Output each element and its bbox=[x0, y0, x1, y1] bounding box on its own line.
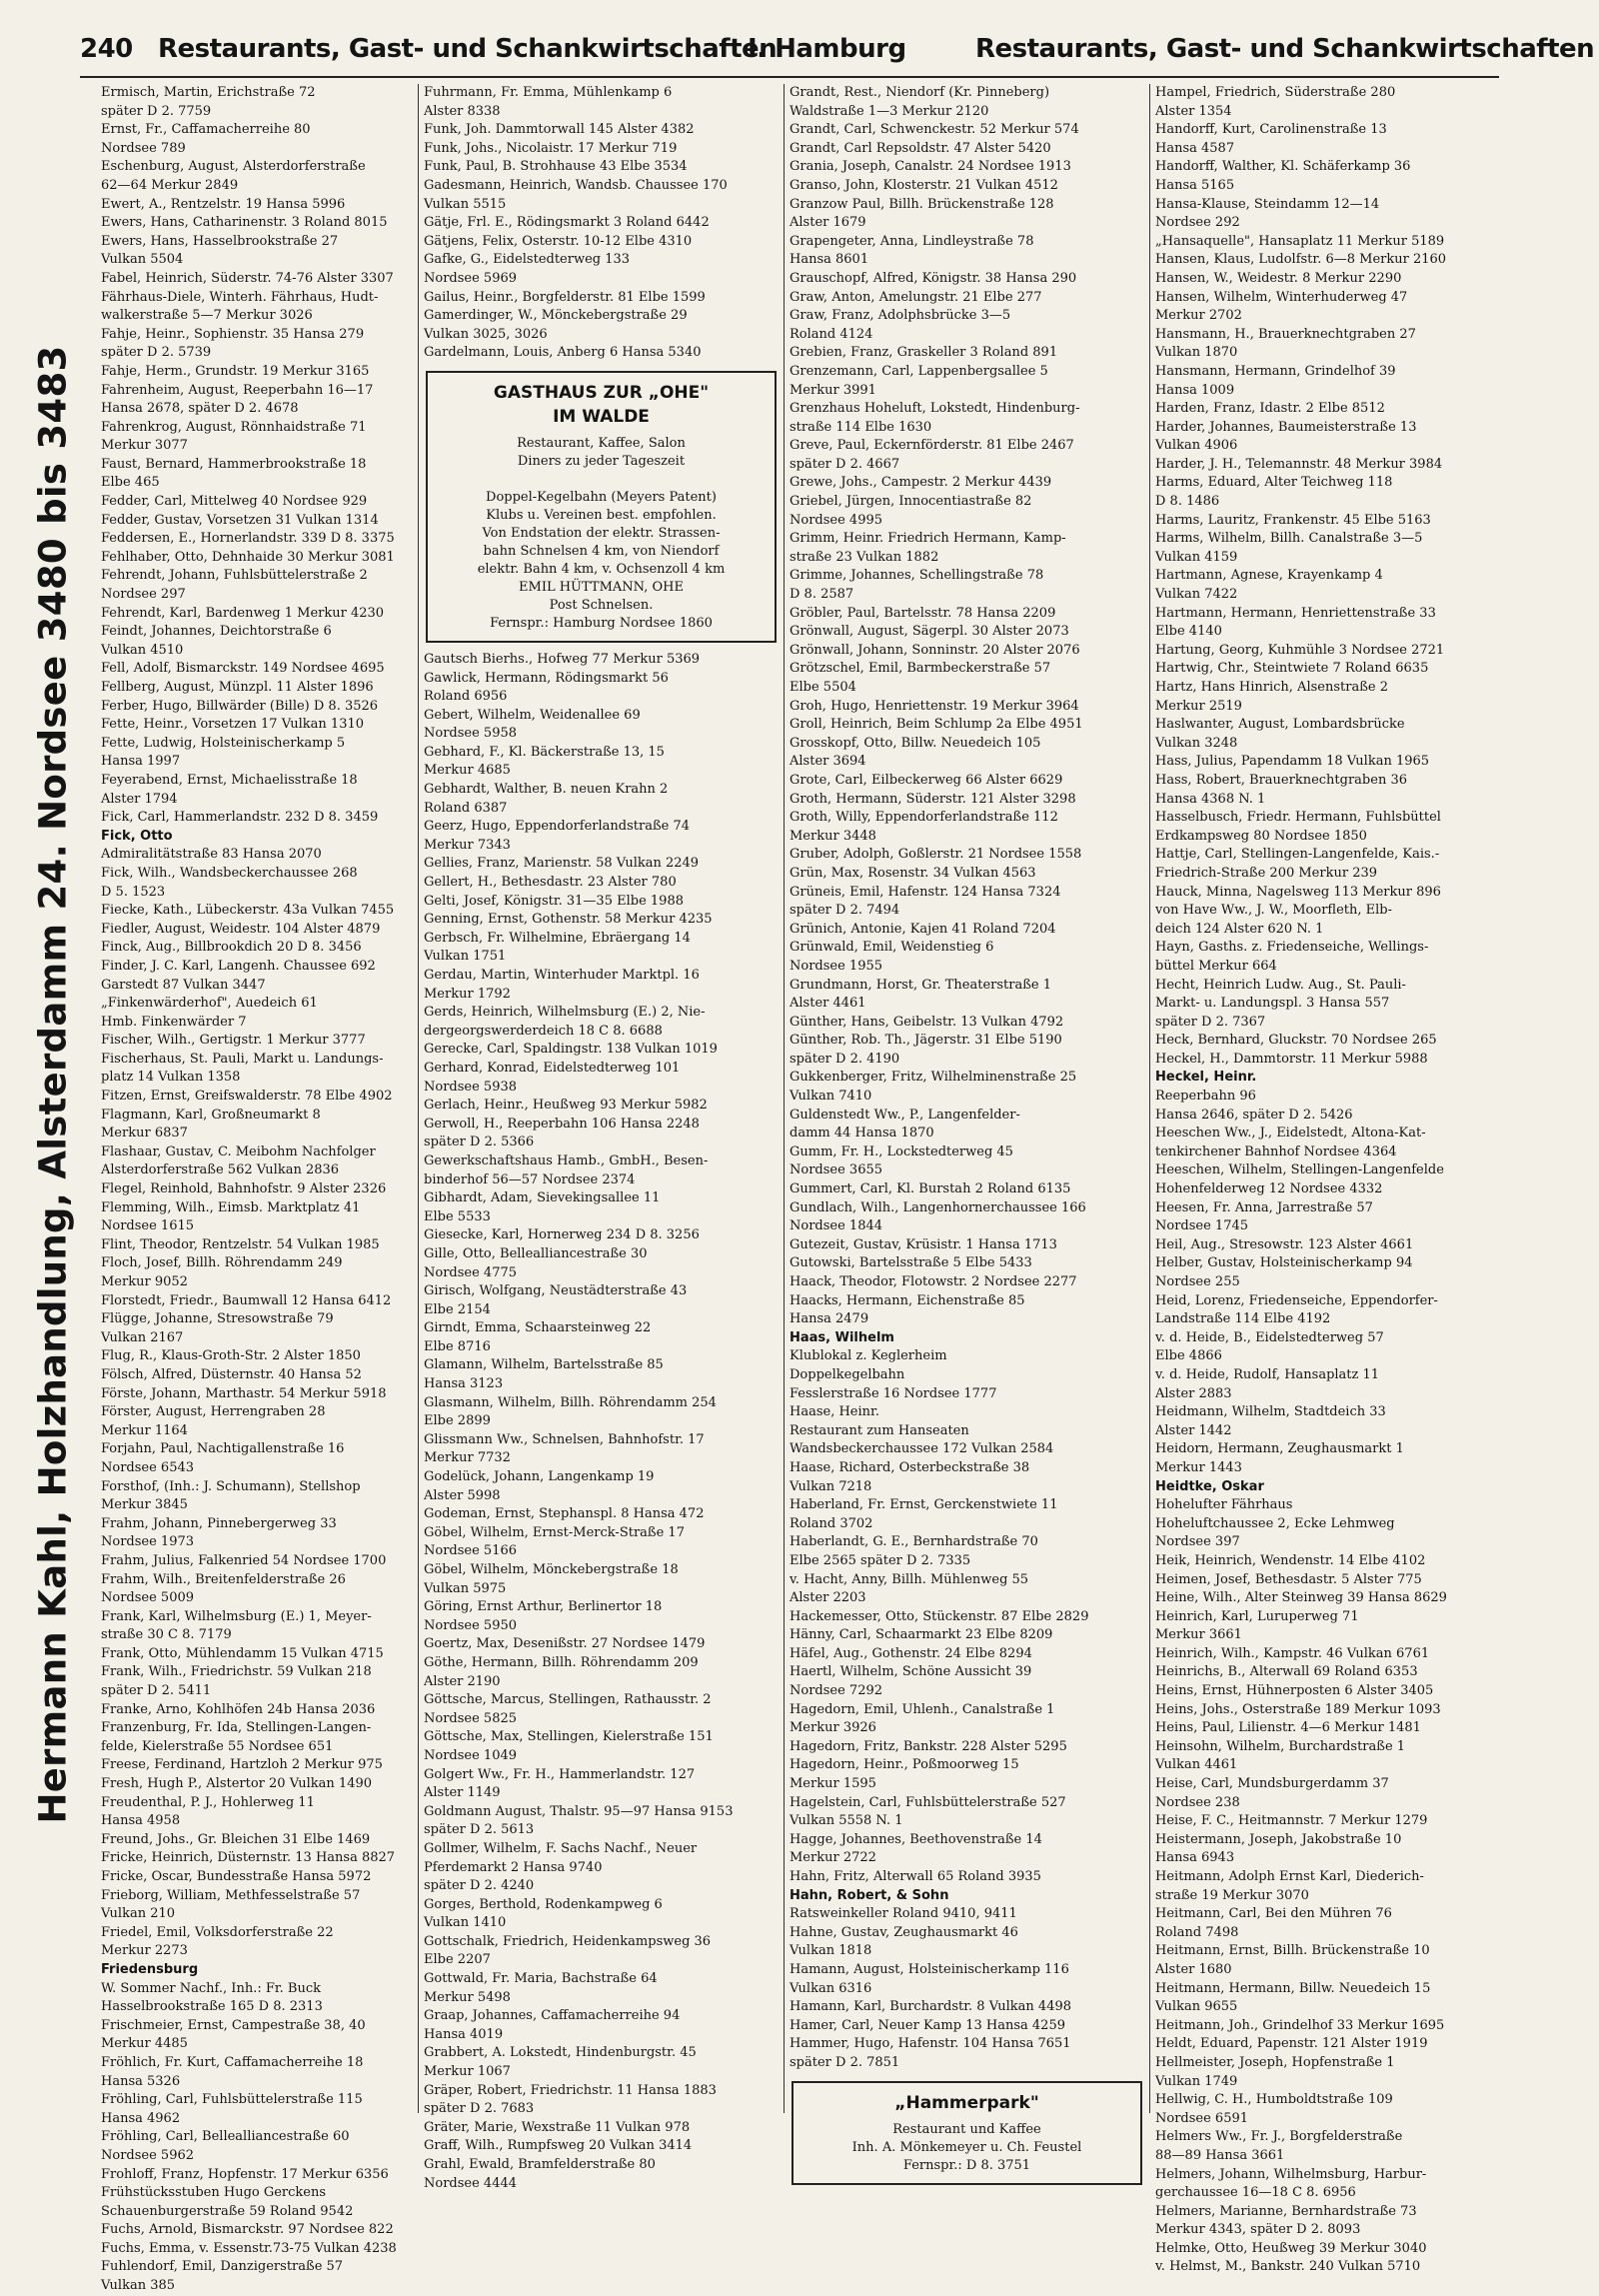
directory-entry: Gottschalk, Friedrich, Heidenkampsweg 36 Elbe 2207 bbox=[424, 1933, 712, 1968]
directory-entry: Haase, Richard, Osterbeckstraße 38 Vulkan 7218 bbox=[790, 1459, 1030, 1494]
directory-entry: Gellies, Franz, Marienstr. 58 Vulkan 2249 bbox=[424, 856, 700, 872]
directory-entry: Gruber, Adolph, Goßlerstr. 21 Nordsee 1558 bbox=[790, 847, 1082, 863]
directory-entry: Hampel, Friedrich, Süderstraße 280 Alster 1354 bbox=[1155, 85, 1396, 119]
directory-entry: Ewert, A., Rentzelstr. 19 Hansa 5996 bbox=[101, 196, 346, 212]
header-center-title: I. Hamburg bbox=[748, 34, 906, 64]
directory-entry: v. Helmst, M., Bankstr. 240 Vulkan 5710 bbox=[1155, 2259, 1421, 2275]
directory-entry: Gebert, Wilhelm, Weidenallee 69 Nordsee 5958 bbox=[424, 707, 641, 742]
directory-entry: Gebhardt, Walther, B. neuen Krahn 2 Roland 6387 bbox=[424, 782, 669, 816]
directory-entry: Frank, Otto, Mühlendamm 15 Vulkan 4715 bbox=[101, 1645, 384, 1661]
directory-entry: Hasselbusch, Friedr. Hermann, Fuhlsbüttel Erdkampsweg 80 Nordsee 1850 bbox=[1155, 810, 1441, 844]
directory-entry: Ewers, Hans, Catharinenstr. 3 Roland 8015 bbox=[101, 215, 388, 231]
directory-entry: Harden, Franz, Idastr. 2 Elbe 8512 bbox=[1155, 401, 1385, 417]
directory-entry: v. d. Heide, Rudolf, Hansaplatz 11 Alster 2883 bbox=[1155, 1366, 1380, 1401]
directory-entry: Gummert, Carl, Kl. Burstah 2 Roland 6135 bbox=[790, 1181, 1071, 1197]
directory-entry: Heitmann, Carl, Bei den Mühren 76 Roland 7498 bbox=[1155, 1906, 1392, 1940]
directory-entry: Gundlach, Wilh., Langenhornerchaussee 166 Nordsee 1844 bbox=[790, 1199, 1086, 1234]
directory-entry: Gerdau, Martin, Winterhuder Marktpl. 16 Merkur 1792 bbox=[424, 968, 700, 1002]
directory-entry: Grandt, Carl, Schwenckestr. 52 Merkur 574 bbox=[790, 122, 1079, 138]
directory-entry: Hamann, Karl, Burchardstr. 8 Vulkan 4498 bbox=[790, 1999, 1072, 2015]
directory-entry: Fick, Carl, Hammerlandstr. 232 D 8. 3459 bbox=[101, 810, 379, 826]
directory-entry: Göttsche, Max, Stellingen, Kielerstraße 151 Nordsee 1049 bbox=[424, 1729, 714, 1763]
directory-entry: Hamer, Carl, Neuer Kamp 13 Hansa 4259 bbox=[790, 2017, 1065, 2033]
advertisement-ohe bbox=[426, 371, 777, 643]
directory-entry: Haas, Wilhelm bbox=[790, 1329, 894, 1345]
directory-entry: Hansmann, H., Brauerknechtgraben 27 Vulkan 1870 bbox=[1155, 326, 1416, 361]
directory-entry: Fabel, Heinrich, Süderstr. 74-76 Alster 3307 bbox=[101, 270, 394, 286]
directory-entry: v. d. Heide, B., Eidelstedterweg 57 Elbe 4866 bbox=[1155, 1329, 1384, 1364]
directory-entry: Hansen, Wilhelm, Winterhuderweg 47 Merkur 2702 bbox=[1155, 289, 1408, 324]
directory-entry: Hellmeister, Joseph, Hopfenstraße 1 Vulkan 1749 bbox=[1155, 2054, 1395, 2089]
directory-entry: Hartz, Hans Hinrich, Alsenstraße 2 Merkur 2519 bbox=[1155, 680, 1388, 714]
directory-entry: Harms, Lauritz, Frankenstr. 45 Elbe 5163 bbox=[1155, 512, 1431, 528]
directory-entry: Fell, Adolf, Bismarckstr. 149 Nordsee 4695 bbox=[101, 661, 385, 677]
directory-entry: von Have Ww., J. W., Moorfleth, Elb- deich 124 Alster 620 N. 1 bbox=[1155, 903, 1392, 937]
directory-entry: Fährhaus-Diele, Winterh. Fährhaus, Hudt- walkerstraße 5—7 Merkur 3026 bbox=[101, 289, 379, 324]
directory-entry: Göthe, Hermann, Billh. Röhrendamm 209 Alster 2190 bbox=[424, 1654, 699, 1689]
directory-entry: Grania, Joseph, Canalstr. 24 Nordsee 1913 bbox=[790, 159, 1071, 175]
directory-entry: Hagge, Johannes, Beethovenstraße 14 Merkur 2722 bbox=[790, 1831, 1042, 1866]
ad-title: GASTHAUS ZUR „OHE" IM WALDE bbox=[493, 382, 710, 427]
directory-entry: Heinrich, Karl, Luruperweg 71 Merkur 3661 bbox=[1155, 1608, 1359, 1643]
directory-entry: Grundmann, Horst, Gr. Theaterstraße 1 Alster 4461 bbox=[790, 977, 1051, 1012]
directory-entry: Heinsohn, Wilhelm, Burchardstraße 1 Vulkan 4461 bbox=[1155, 1738, 1406, 1773]
directory-entry: Haertl, Wilhelm, Schöne Aussicht 39 Nordsee 7292 bbox=[790, 1664, 1032, 1699]
directory-entry: Grabbert, A. Lokstedt, Hindenburgstr. 45 Merkur 1067 bbox=[424, 2045, 697, 2080]
directory-entry: Göring, Ernst Arthur, Berlinertor 18 Nordsee 5950 bbox=[424, 1599, 663, 1633]
directory-entry: Hohelufter Fährhaus Hoheluftchaussee 2, Ecke Lehmweg Nordsee 397 bbox=[1155, 1497, 1395, 1550]
directory-entry: Heitmann, Ernst, Billh. Brückenstraße 10 Alster 1680 bbox=[1155, 1943, 1430, 1977]
directory-entry: Fuhrmann, Fr. Emma, Mühlenkamp 6 Alster 8338 bbox=[424, 85, 673, 119]
directory-entry: Groth, Willy, Eppendorferlandstraße 112 Merkur 3448 bbox=[790, 810, 1058, 844]
directory-entry: Hass, Julius, Papendamm 18 Vulkan 1965 bbox=[1155, 754, 1430, 770]
directory-entry: Göbel, Wilhelm, Ernst-Merck-Straße 17 Nordsee 5166 bbox=[424, 1524, 685, 1559]
directory-entry: Groh, Hugo, Henriettenstr. 19 Merkur 3964 bbox=[790, 698, 1079, 714]
directory-entry: Griebel, Jürgen, Innocentiastraße 82 Nordsee 4995 bbox=[790, 494, 1032, 528]
directory-entry: Gukkenberger, Fritz, Wilhelminenstraße 25 Vulkan 7410 bbox=[790, 1070, 1077, 1105]
directory-entry: „Finkenwärderhof", Auedeich 61 Hmb. Finkenwärder 7 bbox=[101, 996, 318, 1030]
directory-entry: Handorff, Kurt, Carolinenstraße 13 Hansa 4587 bbox=[1155, 122, 1387, 156]
directory-entry: Hahn, Robert, & Sohn bbox=[790, 1887, 949, 1903]
directory-entry: Groth, Hermann, Süderstr. 121 Alster 3298 bbox=[790, 791, 1076, 807]
directory-entry: Flegel, Reinhold, Bahnhofstr. 9 Alster 2326 bbox=[101, 1181, 387, 1197]
directory-entry: Fehrendt, Karl, Bardenweg 1 Merkur 4230 bbox=[101, 605, 385, 621]
directory-entry: Heeschen, Wilhelm, Stellingen-Langenfelde Hohenfelderweg 12 Nordsee 4332 bbox=[1155, 1162, 1444, 1197]
directory-entry: Heinrich, Wilh., Kampstr. 46 Vulkan 6761 bbox=[1155, 1645, 1430, 1661]
directory-entry: Fick, Otto bbox=[101, 828, 173, 844]
directory-entry: Hansen, W., Weidestr. 8 Merkur 2290 bbox=[1155, 270, 1402, 286]
page-number: 240 bbox=[80, 34, 133, 64]
directory-entry: Hartmann, Agnese, Krayenkamp 4 Vulkan 7422 bbox=[1155, 568, 1383, 603]
directory-entry: Gätje, Frl. E., Rödingsmarkt 3 Roland 6442 bbox=[424, 215, 710, 231]
directory-entry: Heckel, Heinr. bbox=[1155, 1070, 1257, 1086]
directory-entry: Gibhardt, Adam, Sievekingsallee 11 Elbe 5533 bbox=[424, 1190, 661, 1224]
directory-entry: Heitmann, Joh., Grindelhof 33 Merkur 1695 bbox=[1155, 2017, 1445, 2033]
directory-entry: Flint, Theodor, Rentzelstr. 54 Vulkan 1985 bbox=[101, 1236, 380, 1252]
directory-entry: Helmers, Johann, Wilhelmsburg, Harbur- gerchaussee 16—18 C 8. 6956 bbox=[1155, 2166, 1427, 2201]
directory-entry: Grosskopf, Otto, Billw. Neuedeich 105 Alster 3694 bbox=[790, 735, 1041, 770]
directory-entry: Grötzschel, Emil, Barmbeckerstraße 57 Elbe 5504 bbox=[790, 661, 1051, 695]
directory-entry: Fellberg, August, Münzpl. 11 Alster 1896 bbox=[101, 680, 374, 695]
directory-entry: Fröhling, Carl, Fuhlsbüttelerstraße 115 Hansa 4962 bbox=[101, 2092, 363, 2126]
directory-entry: Heidorn, Hermann, Zeughausmarkt 1 Merkur 1443 bbox=[1155, 1441, 1404, 1475]
directory-entry: Fedder, Carl, Mittelweg 40 Nordsee 929 bbox=[101, 494, 368, 510]
directory-entry: Hauck, Minna, Nagelsweg 113 Merkur 896 bbox=[1155, 884, 1441, 900]
directory-entry: Fahrenkrog, August, Rönnhaidstraße 71 Merkur 3077 bbox=[101, 419, 367, 454]
directory-entry: Helmers Ww., Fr. J., Borgfelderstraße 88—89 Hansa 3661 bbox=[1155, 2129, 1403, 2163]
directory-entry: Fick, Wilh., Wandsbeckerchaussee 268 D 5. 1523 bbox=[101, 865, 358, 900]
directory-entry: Harder, Johannes, Baumeisterstraße 13 Vulkan 4906 bbox=[1155, 419, 1417, 454]
directory-entry: Flügge, Johanne, Stresowstraße 79 Vulkan 2167 bbox=[101, 1311, 334, 1345]
directory-entry: Gröbler, Paul, Bartelsstr. 78 Hansa 2209 bbox=[790, 605, 1056, 621]
directory-entry: Helber, Gustav, Holsteinischerkamp 94 Nordsee 255 bbox=[1155, 1255, 1413, 1289]
directory-entry: Heistermann, Joseph, Jakobstraße 10 Hansa 6943 bbox=[1155, 1831, 1402, 1866]
directory-entry: Heimen, Josef, Bethesdastr. 5 Alster 775 bbox=[1155, 1571, 1422, 1587]
directory-entry: Harms, Wilhelm, Billh. Canalstraße 3—5 Vulkan 4159 bbox=[1155, 531, 1423, 565]
directory-entry: Heid, Lorenz, Friedenseiche, Eppendorfer- Landstraße 114 Elbe 4192 bbox=[1155, 1292, 1438, 1327]
directory-entry: Ernst, Fr., Caffamacherreihe 80 Nordsee 789 bbox=[101, 122, 311, 156]
directory-entry: Gollmer, Wilhelm, F. Sachs Nachf., Neuer Pferdemarkt 2 Hansa 9740 später D 2. 4240 bbox=[424, 1840, 698, 1894]
directory-entry: Goertz, Max, Desenißstr. 27 Nordsee 1479 bbox=[424, 1636, 706, 1652]
directory-entry: Fitzen, Ernst, Greifswalderstr. 78 Elbe 4902 bbox=[101, 1089, 393, 1105]
directory-entry: Gerecke, Carl, Spaldingstr. 138 Vulkan 1019 bbox=[424, 1042, 718, 1058]
directory-entry: Grünich, Antonie, Kajen 41 Roland 7204 bbox=[790, 921, 1056, 937]
directory-entry: Fuhlendorf, Emil, Danzigerstraße 57 Vulkan 385 bbox=[101, 2259, 344, 2294]
directory-entry: Hahn, Fritz, Alterwall 65 Roland 3935 bbox=[790, 1869, 1041, 1884]
directory-entry: Hansa-Klause, Steindamm 12—14 Nordsee 292 bbox=[1155, 196, 1380, 231]
directory-entry: Haslwanter, August, Lombardsbrücke Vulkan 3248 bbox=[1155, 717, 1405, 751]
directory-entry: Fresh, Hugh P., Alstertor 20 Vulkan 1490 bbox=[101, 1776, 373, 1792]
directory-entry: Eschenburg, August, Alsterdorferstraße 62—64 Merkur 2849 bbox=[101, 159, 366, 193]
directory-entry: Heck, Bernhard, Gluckstr. 70 Nordsee 265 bbox=[1155, 1033, 1437, 1049]
directory-entry: Gräper, Robert, Friedrichstr. 11 Hansa 1883 später D 2. 7683 bbox=[424, 2082, 717, 2117]
directory-entry: v. Hacht, Anny, Billh. Mühlenweg 55 Alster 2203 bbox=[790, 1571, 1029, 1606]
directory-entry: Göttsche, Marcus, Stellingen, Rathausstr. 2 Nordsee 5825 bbox=[424, 1692, 712, 1726]
directory-entry: Günther, Hans, Geibelstr. 13 Vulkan 4792 bbox=[790, 1014, 1064, 1030]
directory-entry: Frank, Karl, Wilhelmsburg (E.) 1, Meyer- straße 30 C 8. 7179 bbox=[101, 1608, 372, 1643]
directory-entry: Hartung, Georg, Kuhmühle 3 Nordsee 2721 bbox=[1155, 642, 1445, 658]
directory-entry: Fuchs, Emma, v. Essenstr.73-75 Vulkan 4238 bbox=[101, 2240, 397, 2256]
directory-entry: Goldmann August, Thalstr. 95—97 Hansa 9153 später D 2. 5613 bbox=[424, 1803, 734, 1838]
directory-entry: Friedensburg bbox=[101, 1961, 199, 1977]
directory-entry: Ermisch, Martin, Erichstraße 72 später D 2. 7759 bbox=[101, 85, 316, 119]
header-divider bbox=[80, 76, 1499, 78]
directory-entry: Faust, Bernard, Hammerbrookstraße 18 Elbe 465 bbox=[101, 456, 367, 491]
directory-entry: Heeschen Ww., J., Eidelstedt, Altona-Kat- tenkirchener Bahnhof Nordsee 4364 bbox=[1155, 1126, 1426, 1159]
directory-entry: Glamann, Wilhelm, Bartelsstraße 85 Hansa 3123 bbox=[424, 1357, 664, 1392]
directory-entry: Heitmann, Adolph Ernst Karl, Diederich- straße 19 Merkur 3070 bbox=[1155, 1869, 1424, 1903]
directory-entry: Fahje, Herm., Grundstr. 19 Merkur 3165 bbox=[101, 363, 370, 379]
directory-entry: Gutowski, Bartelsstraße 5 Elbe 5433 bbox=[790, 1255, 1032, 1271]
directory-entry: Gamerdinger, W., Mönckebergstraße 29 Vulkan 3025, 3026 bbox=[424, 308, 688, 342]
directory-entry: Godelück, Johann, Langenkamp 19 Alster 5998 bbox=[424, 1469, 655, 1503]
directory-entry: Gerds, Heinrich, Wilhelmsburg (E.) 2, Nie- dergeorgswerderdeich 18 C 8. 6688 bbox=[424, 1005, 706, 1039]
directory-entry: Girisch, Wolfgang, Neustädterstraße 43 Elbe 2154 bbox=[424, 1283, 688, 1317]
directory-entry: Glasmann, Wilhelm, Billh. Röhrendamm 254 Elbe 2899 bbox=[424, 1394, 717, 1429]
directory-entry: Heckel, H., Dammtorstr. 11 Merkur 5988 bbox=[1155, 1051, 1428, 1067]
directory-entry: Klublokal z. Keglerheim Doppelkegelbahn Fesslerstraße 16 Nordsee 1777 bbox=[790, 1348, 997, 1401]
directory-entry: Flemming, Wilh., Eimsb. Marktplatz 41 Nordsee 1615 bbox=[101, 1199, 361, 1234]
directory-entry: Helmke, Otto, Heußweg 39 Merkur 3040 bbox=[1155, 2240, 1427, 2256]
directory-entry: Feyerabend, Ernst, Michaelisstraße 18 Alster 1794 bbox=[101, 772, 358, 807]
directory-entry: Garstedt 87 Vulkan 3447 bbox=[101, 977, 266, 993]
directory-entry: Franke, Arno, Kohlhöfen 24b Hansa 2036 bbox=[101, 1701, 376, 1717]
directory-entry: Hartwig, Chr., Steintwiete 7 Roland 6635 bbox=[1155, 661, 1429, 677]
directory-entry: Fehlhaber, Otto, Dehnhaide 30 Merkur 3081 bbox=[101, 549, 395, 565]
directory-entry: Hecht, Heinrich Ludw. Aug., St. Pauli- Markt- u. Landungspl. 3 Hansa 557 später D 2. 7367 bbox=[1155, 977, 1406, 1030]
advertisement-hammerpark bbox=[792, 2081, 1142, 2185]
directory-entry: Floch, Josef, Billh. Röhrendamm 249 Merkur 9052 bbox=[101, 1255, 343, 1289]
directory-entry: Giesecke, Karl, Hornerweg 234 D 8. 3256 bbox=[424, 1227, 700, 1243]
directory-entry: Fiecke, Kath., Lübeckerstr. 43a Vulkan 7455 bbox=[101, 903, 395, 919]
directory-entry: Fölsch, Alfred, Düsternstr. 40 Hansa 52 bbox=[101, 1366, 362, 1382]
directory-entry: Heidmann, Wilhelm, Stadtdeich 33 Alster 1442 bbox=[1155, 1404, 1386, 1438]
directory-entry: Flashaar, Gustav, C. Meibohm Nachfolger Alsterdorferstraße 562 Vulkan 2836 bbox=[101, 1144, 376, 1178]
directory-entry: Friedel, Emil, Volksdorferstraße 22 Merkur 2273 bbox=[101, 1924, 334, 1959]
directory-entry: Harms, Eduard, Alter Teichweg 118 D 8. 1486 bbox=[1155, 475, 1393, 510]
directory-entry: Grünwald, Emil, Weidenstieg 6 Nordsee 1955 bbox=[790, 940, 994, 974]
directory-entry: Graap, Johannes, Caffamacherreihe 94 Hansa 4019 bbox=[424, 2008, 681, 2042]
directory-entry: Funk, Johs., Nicolaistr. 17 Merkur 719 bbox=[424, 140, 678, 156]
directory-entry: Göbel, Wilhelm, Mönckebergstraße 18 Vulkan 5975 bbox=[424, 1562, 679, 1596]
directory-entry: Gutezeit, Gustav, Krüsistr. 1 Hansa 1713 bbox=[790, 1236, 1057, 1252]
directory-entry: Gätjens, Felix, Osterstr. 10-12 Elbe 4310 bbox=[424, 233, 693, 249]
directory-entry: Gerwoll, H., Reeperbahn 106 Hansa 2248 später D 2. 5366 bbox=[424, 1116, 700, 1150]
directory-entry: Grenzemann, Carl, Lappenbergsallee 5 Merkur 3991 bbox=[790, 363, 1048, 398]
directory-entry: Girndt, Emma, Schaarsteinweg 22 Elbe 8716 bbox=[424, 1320, 652, 1354]
directory-entry: Grapengeter, Anna, Lindleystraße 78 Hansa 8601 bbox=[790, 233, 1034, 268]
header-left-title: Restaurants, Gast- und Schankwirtschaften bbox=[158, 34, 778, 64]
sidebar-ad-text: Hermann Kahl, Holzhandlung, Alsterdamm 24. Nordsee 3480 bis 3483 bbox=[31, 345, 75, 1824]
directory-entry: Admiralitätstraße 83 Hansa 2070 bbox=[101, 847, 322, 863]
directory-entry: Haacks, Hermann, Eichenstraße 85 Hansa 2479 bbox=[790, 1292, 1025, 1327]
directory-entry: Hackemesser, Otto, Stückenstr. 87 Elbe 2829 bbox=[790, 1608, 1089, 1624]
directory-entry: Gumm, Fr. H., Lockstedterweg 45 Nordsee 3655 bbox=[790, 1144, 1013, 1178]
directory-entry: Godeman, Ernst, Stephanspl. 8 Hansa 472 bbox=[424, 1506, 705, 1522]
directory-entry: Hagelstein, Carl, Fuhlsbüttelerstraße 527 Vulkan 5558 N. 1 bbox=[790, 1794, 1066, 1829]
directory-entry: Gille, Otto, Bellealliancestraße 30 Nordsee 4775 bbox=[424, 1245, 648, 1280]
directory-entry: Funk, Paul, B. Strohhause 43 Elbe 3534 bbox=[424, 159, 688, 175]
directory-entry: Heinrichs, B., Alterwall 69 Roland 6353 bbox=[1155, 1664, 1418, 1680]
directory-entry: Fricke, Heinrich, Düsternstr. 13 Hansa 8827 bbox=[101, 1850, 396, 1866]
directory-entry: Förste, Johann, Marthastr. 54 Merkur 5918 bbox=[101, 1385, 387, 1401]
directory-entry: Gerbsch, Fr. Wilhelmine, Ebräergang 14 Vulkan 1751 bbox=[424, 930, 691, 965]
directory-entry: Hahne, Gustav, Zeughausmarkt 46 Vulkan 1818 bbox=[790, 1924, 1018, 1959]
directory-entry: Heesen, Fr. Anna, Jarrestraße 57 Nordsee 1745 bbox=[1155, 1199, 1373, 1234]
directory-entry: Feddersen, E., Hornerlandstr. 339 D 8. 3375 bbox=[101, 531, 395, 547]
directory-entry: Heidtke, Oskar bbox=[1155, 1478, 1264, 1494]
directory-entry: Finck, Aug., Billbrookdich 20 D 8. 3456 bbox=[101, 940, 362, 956]
directory-entry: Greve, Paul, Eckernförderstr. 81 Elbe 2467 später D 2. 4667 bbox=[790, 438, 1074, 472]
directory-entry: Gautsch Bierhs., Hofweg 77 Merkur 5369 bbox=[424, 651, 701, 667]
directory-entry: Fette, Ludwig, Holsteinischerkamp 5 Hansa 1997 bbox=[101, 735, 346, 770]
directory-entry: Heil, Aug., Stresowstr. 123 Alster 4661 bbox=[1155, 1236, 1414, 1252]
directory-entry: Fischerhaus, St. Pauli, Markt u. Landungs- platz 14 Vulkan 1358 bbox=[101, 1051, 384, 1086]
directory-entry: Hellwig, C. H., Humboldtstraße 109 Nordsee 6591 bbox=[1155, 2092, 1393, 2126]
directory-entry: Haase, Heinr. Restaurant zum Hanseaten Wandsbeckerchaussee 172 Vulkan 2584 bbox=[790, 1404, 1054, 1457]
directory-entry: Reeperbahn 96 Hansa 2646, später D 2. 5426 bbox=[1155, 1089, 1353, 1123]
directory-entry: Hartmann, Hermann, Henriettenstraße 33 Elbe 4140 bbox=[1155, 605, 1436, 640]
directory-entry: Grönwall, August, Sägerpl. 30 Alster 2073 bbox=[790, 624, 1069, 640]
directory-entry: Fehrendt, Johann, Fuhlsbüttelerstraße 2 Nordsee 297 bbox=[101, 568, 368, 603]
directory-entry: Grebien, Franz, Graskeller 3 Roland 891 bbox=[790, 345, 1058, 361]
directory-entry: Gottwald, Fr. Maria, Bachstraße 64 Merkur 5498 bbox=[424, 1971, 658, 2005]
directory-entry: Hansmann, Hermann, Grindelhof 39 Hansa 1009 bbox=[1155, 363, 1396, 398]
directory-entry: Feindt, Johannes, Deichtorstraße 6 Vulkan 4510 bbox=[101, 624, 332, 658]
directory-entry: Heise, F. C., Heitmannstr. 7 Merkur 1279 bbox=[1155, 1813, 1428, 1829]
directory-entry: Florstedt, Friedr., Baumwall 12 Hansa 6412 bbox=[101, 1292, 392, 1308]
directory-entry: Hamann, August, Holsteinischerkamp 116 Vulkan 6316 bbox=[790, 1961, 1069, 1996]
directory-entry: Flagmann, Karl, Großneumarkt 8 Merkur 6837 bbox=[101, 1107, 321, 1142]
directory-entry: Hammer, Hugo, Hafenstr. 104 Hansa 7651 später D 2. 7851 bbox=[790, 2036, 1071, 2070]
directory-entry: Glissmann Ww., Schnelsen, Bahnhofstr. 17 Merkur 7732 bbox=[424, 1431, 705, 1466]
directory-entry: Haack, Theodor, Flotowstr. 2 Nordsee 2277 bbox=[790, 1274, 1077, 1289]
directory-entry: Förster, August, Herrengraben 28 Merkur 1164 bbox=[101, 1404, 326, 1438]
directory-entry: Forsthof, (Inh.: J. Schumann), Stellshop Merkur 3845 bbox=[101, 1478, 361, 1513]
directory-entry: Heins, Johs., Osterstraße 189 Merkur 1093 bbox=[1155, 1701, 1441, 1717]
directory-entry: Fricke, Oscar, Bundesstraße Hansa 5972 bbox=[101, 1869, 372, 1884]
directory-entry: Hass, Robert, Brauerknechtgraben 36 Hansa 4368 N. 1 bbox=[1155, 772, 1407, 807]
directory-entry: Gardelmann, Louis, Anberg 6 Hansa 5340 bbox=[424, 345, 702, 361]
directory-entry: Frahm, Julius, Falkenried 54 Nordsee 1700 bbox=[101, 1552, 387, 1568]
ad-title: „Hammerpark" bbox=[894, 2092, 1039, 2113]
directory-entry: Hayn, Gasths. z. Friedenseiche, Wellings- büttel Merkur 664 bbox=[1155, 940, 1429, 974]
directory-entry: Gawlick, Hermann, Rödingsmarkt 56 Roland 6956 bbox=[424, 670, 669, 705]
directory-entry: Gellert, H., Bethesdastr. 23 Alster 780 bbox=[424, 875, 677, 891]
directory-columns bbox=[96, 84, 1509, 2294]
directory-entry: Fette, Heinr., Vorsetzen 17 Vulkan 1310 bbox=[101, 717, 365, 733]
directory-entry: Gailus, Heinr., Borgfelderstr. 81 Elbe 1599 bbox=[424, 289, 706, 305]
directory-entry: Franzenburg, Fr. Ida, Stellingen-Langen- felde, Kielerstraße 55 Nordsee 651 bbox=[101, 1720, 372, 1754]
directory-entry: Gewerkschaftshaus Hamb., GmbH., Besen- binderhof 56—57 Nordsee 2374 bbox=[424, 1152, 709, 1187]
directory-entry: Frohloff, Franz, Hopfenstr. 17 Merkur 6356 bbox=[101, 2166, 389, 2182]
directory-entry: Ferber, Hugo, Billwärder (Bille) D 8. 3526 bbox=[101, 698, 379, 714]
directory-entry: Grimm, Heinr. Friedrich Hermann, Kamp- straße 23 Vulkan 1882 bbox=[790, 531, 1066, 565]
directory-entry: Haberlandt, G. E., Bernhardstraße 70 Elbe 2565 später D 2. 7335 bbox=[790, 1534, 1038, 1568]
directory-entry: Helmers, Marianne, Bernhardstraße 73 Merkur 4343, später D 2. 8093 bbox=[1155, 2203, 1417, 2238]
directory-entry: Grimme, Johannes, Schellingstraße 78 D 8. 2587 bbox=[790, 568, 1044, 603]
directory-entry: Flug, R., Klaus-Groth-Str. 2 Alster 1850 bbox=[101, 1348, 361, 1364]
directory-entry: Granso, John, Klosterstr. 21 Vulkan 4512 bbox=[790, 177, 1058, 193]
directory-entry: Grewe, Johs., Campestr. 2 Merkur 4439 bbox=[790, 475, 1052, 491]
directory-entry: Heitmann, Hermann, Billw. Neuedeich 15 Vulkan 9655 bbox=[1155, 1980, 1431, 2015]
directory-entry: Fiedler, August, Weidestr. 104 Alster 4879 bbox=[101, 921, 381, 937]
directory-entry: Funk, Joh. Dammtorwall 145 Alster 4382 bbox=[424, 122, 695, 138]
directory-entry: Freese, Ferdinand, Hartzloh 2 Merkur 975 bbox=[101, 1757, 383, 1773]
directory-entry: Handorff, Walther, Kl. Schäferkamp 36 Hansa 5165 bbox=[1155, 159, 1411, 193]
directory-entry: Frank, Wilh., Friedrichstr. 59 Vulkan 218 später D 2. 5411 bbox=[101, 1664, 372, 1699]
directory-column-2 bbox=[418, 84, 784, 2191]
directory-entry: Graw, Anton, Amelungstr. 21 Elbe 277 bbox=[790, 289, 1042, 305]
directory-entry: Grandt, Carl Repsoldstr. 47 Alster 5420 bbox=[790, 140, 1051, 156]
directory-column-3 bbox=[784, 84, 1149, 2173]
directory-entry: Fröhling, Carl, Bellealliancestraße 60 Nordsee 5962 bbox=[101, 2129, 350, 2163]
sidebar-advertisement bbox=[8, 80, 98, 2089]
page-header bbox=[80, 28, 1595, 72]
directory-entry: Groll, Heinrich, Beim Schlump 2a Elbe 4951 bbox=[790, 717, 1083, 733]
directory-entry: Gräter, Marie, Wexstraße 11 Vulkan 978 bbox=[424, 2119, 691, 2135]
directory-entry: W. Sommer Nachf., Inh.: Fr. Buck Hasselbrookstraße 165 D 8. 2313 bbox=[101, 1980, 323, 2015]
directory-entry: Grüneis, Emil, Hafenstr. 124 Hansa 7324 später D 2. 7494 bbox=[790, 884, 1061, 919]
directory-entry: Hagedorn, Fritz, Bankstr. 228 Alster 5295 bbox=[790, 1738, 1067, 1754]
directory-entry: Günther, Rob. Th., Jägerstr. 31 Elbe 5190 später D 2. 4190 bbox=[790, 1033, 1062, 1067]
directory-entry: Fahrenheim, August, Reeperbahn 16—17 Hansa 2678, später D 2. 4678 bbox=[101, 382, 374, 417]
directory-entry: Grün, Max, Rosenstr. 34 Vulkan 4563 bbox=[790, 865, 1036, 881]
directory-entry: Fedder, Gustav, Vorsetzen 31 Vulkan 1314 bbox=[101, 512, 379, 528]
directory-entry: Haberland, Fr. Ernst, Gerckenstwiete 11 Roland 3702 bbox=[790, 1497, 1058, 1531]
directory-entry: Finder, J. C. Karl, Langenh. Chaussee 692 bbox=[101, 958, 376, 974]
directory-entry: Ewers, Hans, Hasselbrookstraße 27 Vulkan 5504 bbox=[101, 233, 339, 268]
directory-entry: Frieborg, William, Methfesselstraße 57 Vulkan 210 bbox=[101, 1887, 361, 1922]
directory-entry: Forjahn, Paul, Nachtigallenstraße 16 Nordsee 6543 bbox=[101, 1441, 345, 1475]
directory-column-4 bbox=[1149, 84, 1509, 2275]
directory-entry: Graff, Wilh., Rumpfsweg 20 Vulkan 3414 bbox=[424, 2138, 693, 2154]
directory-entry: Graw, Franz, Adolphsbrücke 3—5 Roland 4124 bbox=[790, 308, 1011, 342]
directory-entry: Fischer, Wilh., Gertigstr. 1 Merkur 3777 bbox=[101, 1033, 366, 1049]
directory-entry: Gadesmann, Heinrich, Wandsb. Chaussee 170 Vulkan 5515 bbox=[424, 177, 728, 212]
directory-entry: Heins, Paul, Lilienstr. 4—6 Merkur 1481 bbox=[1155, 1720, 1421, 1736]
directory-entry: Hattje, Carl, Stellingen-Langenfelde, Kais.- Friedrich-Straße 200 Merkur 239 bbox=[1155, 847, 1440, 881]
directory-entry: Gebhard, F., Kl. Bäckerstraße 13, 15 Merkur 4685 bbox=[424, 744, 665, 779]
directory-entry: Hänny, Carl, Schaarmarkt 23 Elbe 8209 bbox=[790, 1627, 1053, 1643]
directory-entry: Heine, Wilh., Alter Steinweg 39 Hansa 8629 bbox=[1155, 1590, 1447, 1606]
directory-entry: Grahl, Ewald, Bramfelderstraße 80 Nordsee 4444 bbox=[424, 2157, 656, 2191]
directory-entry: Frühstücksstuben Hugo Gerckens Schauenburgerstraße 59 Roland 9542 bbox=[101, 2185, 354, 2219]
header-right-title: Restaurants, Gast- und Schankwirtschaften bbox=[975, 34, 1595, 64]
directory-entry: Gorges, Berthold, Rodenkampweg 6 Vulkan 1410 bbox=[424, 1896, 663, 1931]
directory-entry: Grenzhaus Hoheluft, Lokstedt, Hindenburg- straße 114 Elbe 1630 bbox=[790, 401, 1080, 435]
directory-entry: Hagedorn, Heinr., Poßmoorweg 15 Merkur 1595 bbox=[790, 1757, 1019, 1792]
directory-entry: Grauschopf, Alfred, Königstr. 38 Hansa 290 bbox=[790, 270, 1077, 286]
directory-entry: Genning, Ernst, Gothenstr. 58 Merkur 4235 bbox=[424, 912, 713, 928]
ad-body: Restaurant und Kaffee Inh. A. Mönkemeyer u. Ch. Feustel Fernspr.: D 8. 3751 bbox=[851, 2121, 1082, 2173]
directory-column-1 bbox=[96, 84, 418, 2294]
directory-entry: Golgert Ww., Fr. H., Hammerlandstr. 127 Alster 1149 bbox=[424, 1766, 696, 1801]
directory-entry: Hagedorn, Emil, Uhlenh., Canalstraße 1 Merkur 3926 bbox=[790, 1701, 1055, 1736]
directory-entry: Gerlach, Heinr., Heußweg 93 Merkur 5982 bbox=[424, 1098, 708, 1114]
directory-entry: Fuchs, Arnold, Bismarckstr. 97 Nordsee 822 bbox=[101, 2222, 394, 2238]
directory-entry: Frahm, Johann, Pinnebergerweg 33 Nordsee 1973 bbox=[101, 1515, 337, 1550]
directory-entry: Gafke, G., Eidelstedterweg 133 Nordsee 5969 bbox=[424, 252, 631, 286]
directory-entry: Heise, Carl, Mundsburgerdamm 37 Nordsee 238 bbox=[1155, 1776, 1389, 1810]
directory-entry: Heins, Ernst, Hühnerposten 6 Alster 3405 bbox=[1155, 1683, 1434, 1699]
directory-entry: Grönwall, Johann, Sonninstr. 20 Alster 2076 bbox=[790, 642, 1080, 658]
directory-entry: „Hansaquelle", Hansaplatz 11 Merkur 5189 bbox=[1155, 233, 1445, 249]
directory-entry: Gelti, Josef, Königstr. 31—35 Elbe 1988 bbox=[424, 893, 684, 909]
directory-entry: Heldt, Eduard, Papenstr. 121 Alster 1919 bbox=[1155, 2036, 1428, 2052]
directory-entry: Guldenstedt Ww., P., Langenfelder- damm 44 Hansa 1870 bbox=[790, 1107, 1020, 1142]
directory-entry: Granzow Paul, Billh. Brückenstraße 128 Alster 1679 bbox=[790, 196, 1054, 231]
directory-entry: Frischmeier, Ernst, Campestraße 38, 40 Merkur 4485 bbox=[101, 2017, 366, 2052]
directory-entry: Gerhard, Konrad, Eidelstedterweg 101 Nordsee 5938 bbox=[424, 1060, 681, 1095]
directory-entry: Fröhlich, Fr. Kurt, Caffamacherreihe 18 Hansa 5326 bbox=[101, 2054, 364, 2089]
directory-entry: Freudenthal, P. J., Hohlerweg 11 Hansa 4958 bbox=[101, 1794, 315, 1829]
ad-body: Restaurant, Kaffee, Salon Diners zu jeder Tageszeit Doppel-Kegelbahn (Meyers Patent) Klubs u. Vereinen best. empfohlen. Von Endstation der elektr. Strassen- bahn Schnelsen 4 km, von Niendorf elektr. Bahn 4 km, v. Ochsenzoll 4 km EMIL HÜTTMANN, OHE Post Schnelsen. Fernspr.: Hamburg Nordsee 1860 bbox=[477, 435, 726, 631]
directory-entry: Geerz, Hugo, Eppendorferlandstraße 74 Merkur 7343 bbox=[424, 819, 691, 853]
directory-entry: Hansen, Klaus, Ludolfstr. 6—8 Merkur 2160 bbox=[1155, 252, 1447, 268]
directory-entry: Fahje, Heinr., Sophienstr. 35 Hansa 279 später D 2. 5739 bbox=[101, 326, 365, 361]
directory-entry: Grote, Carl, Eilbeckerweg 66 Alster 6629 bbox=[790, 772, 1063, 788]
directory-entry: Häfel, Aug., Gothenstr. 24 Elbe 8294 bbox=[790, 1645, 1032, 1661]
directory-entry: Heik, Heinrich, Wendenstr. 14 Elbe 4102 bbox=[1155, 1552, 1426, 1568]
directory-entry: Frahm, Wilh., Breitenfelderstraße 26 Nordsee 5009 bbox=[101, 1571, 346, 1606]
directory-entry: Freund, Johs., Gr. Bleichen 31 Elbe 1469 bbox=[101, 1831, 371, 1847]
directory-entry: Grandt, Rest., Niendorf (Kr. Pinneberg) Waldstraße 1—3 Merkur 2120 bbox=[790, 85, 1050, 119]
directory-entry: Ratsweinkeller Roland 9410, 9411 bbox=[790, 1906, 1017, 1922]
directory-entry: Harder, J. H., Telemannstr. 48 Merkur 3984 bbox=[1155, 456, 1443, 472]
